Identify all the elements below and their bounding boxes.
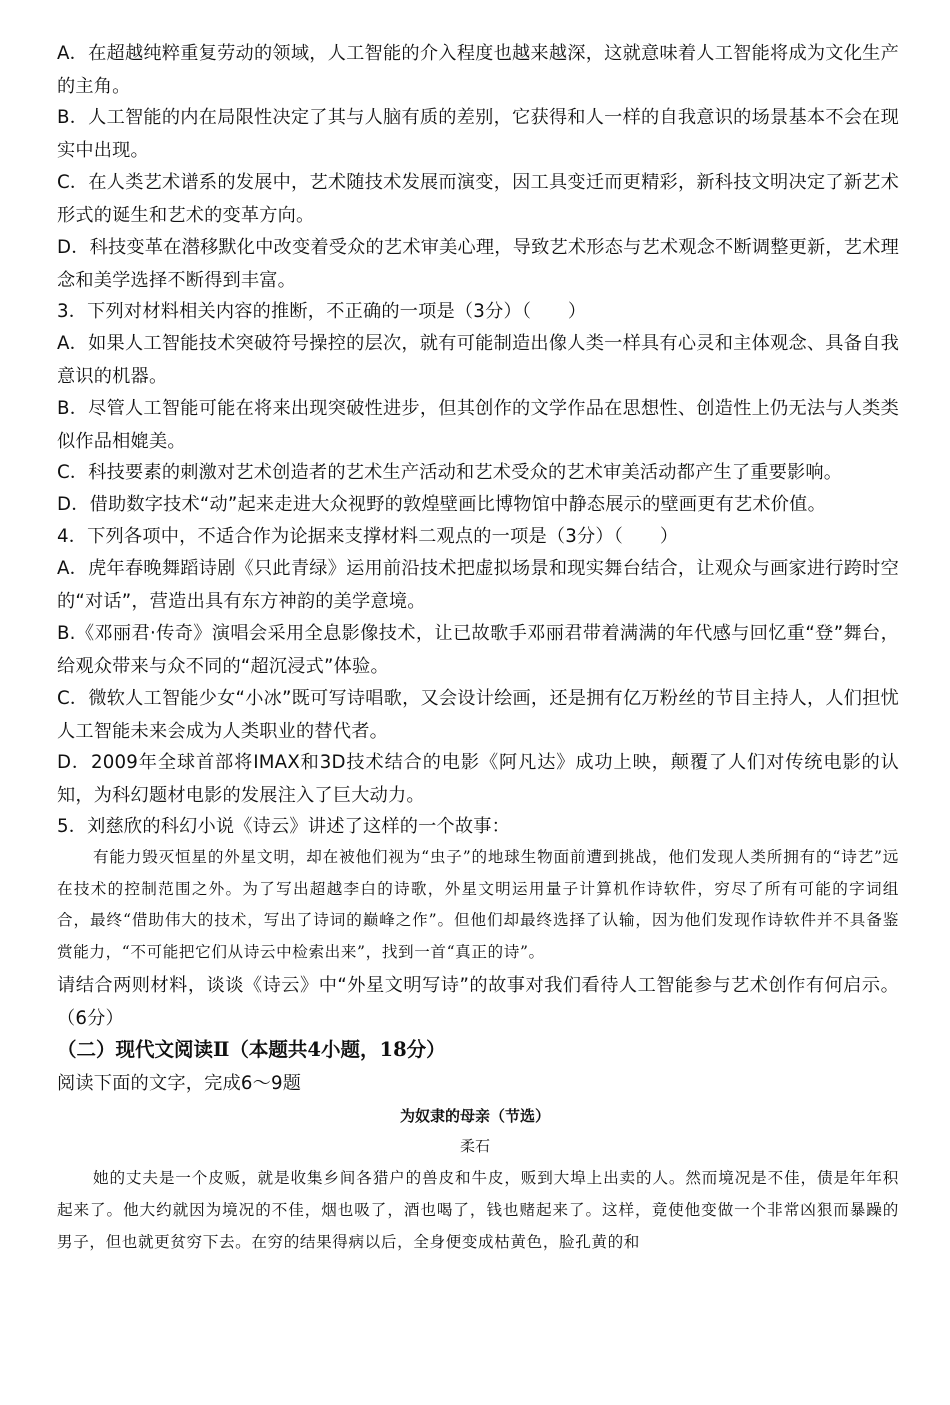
q3-stem: 3．下列对材料相关内容的推断，不正确的一项是（3分）（ ） xyxy=(57,301,587,322)
q3-option-d: D．借助数字技术“动”起来走进大众视野的敦煌壁画比博物馆中静态展示的壁画更有艺术价值。 xyxy=(57,494,826,515)
q3-option-c: C．科技要素的刺激对艺术创造者的艺术生产活动和艺术受众的艺术审美活动都产生了重要影响。 xyxy=(57,462,843,483)
q4-option-a: A．虎年春晚舞蹈诗剧《只此青绿》运用前沿技术把虚拟场景和现实舞台结合，让观众与画家进行跨时空的“对话”，营造出具有东方神韵的美学意境。 xyxy=(57,558,899,612)
q2-option-b: B．人工智能的内在局限性决定了其与人脑有质的差别，它获得和人一样的自我意识的场景基本不会在现实中出现。 xyxy=(57,107,899,161)
q5-quote: 有能力毁灭恒星的外星文明，却在被他们视为“虫子”的地球生物面前遭到挑战，他们发现人类所拥有的“诗艺”远在技术的控制范围之外。为了写出超越李白的诗歌，外星文明运用量子计算机作诗软件，穷尽了所有可能的字词组合，最终“借助伟大的技术，写出了诗词的巅峰之作”。但他们却最终选择了认输，因为他们发现作诗软件并不具备鉴赏能力，“不可能把它们从诗云中检索出来”，找到一首“真正的诗”。 xyxy=(57,848,899,961)
passage-author: 柔石 xyxy=(459,1137,490,1155)
q3-option-b: B．尽管人工智能可能在将来出现突破性进步，但其创作的文学作品在思想性、创造性上仍无法与人类类似作品相媲美。 xyxy=(57,398,899,452)
passage-body: 她的丈夫是一个皮贩，就是收集乡间各猎户的兽皮和牛皮，贩到大埠上出卖的人。然而境况是不佳，债是年年积起来了。他大约就因为境况的不佳，烟也吸了，酒也喝了，钱也赌起来了。这样，竟使他变做一个非常凶狠而暴躁的男子，但也就更贫穷下去。在穷的结果得病以后，全身便变成枯黄色，脸孔黄的和 xyxy=(57,1169,899,1251)
section-heading: （二）现代文阅读Ⅱ（本题共4小题，18分） xyxy=(57,1038,446,1061)
q3-option-a: A．如果人工智能技术突破符号操控的层次，就有可能制造出像人类一样具有心灵和主体观念、具备自我意识的机器。 xyxy=(57,333,899,387)
section-instruction: 阅读下面的文字，完成6～9题 xyxy=(57,1073,302,1094)
q2-option-a: A．在超越纯粹重复劳动的领域，人工智能的介入程度也越来越深，这就意味着人工智能将成为文化生产的主角。 xyxy=(57,43,899,97)
q4-option-c: C．微软人工智能少女“小冰”既可写诗唱歌，又会设计绘画，还是拥有亿万粉丝的节目主持人，人们担忧人工智能未来会成为人类职业的替代者。 xyxy=(57,688,899,742)
passage-title: 为奴隶的母亲（节选） xyxy=(399,1107,550,1125)
q4-stem: 4．下列各项中，不适合作为论据来支撑材料二观点的一项是（3分）（ ） xyxy=(57,526,679,547)
q4-option-d: D．2009年全球首部将IMAX和3D技术结合的电影《阿凡达》成功上映，颠覆了人们对传统电影的认知，为科幻题材电影的发展注入了巨大动力。 xyxy=(57,752,899,806)
q2-option-c: C．在人类艺术谱系的发展中，艺术随技术发展而演变，因工具变迁而更精彩，新科技文明决定了新艺术形式的诞生和艺术的变革方向。 xyxy=(57,172,899,226)
q5-question: 请结合两则材料，谈谈《诗云》中“外星文明写诗”的故事对我们看待人工智能参与艺术创作有何启示。（6分） xyxy=(57,975,899,1029)
q2-option-d: D．科技变革在潜移默化中改变着受众的艺术审美心理，导致艺术形态与艺术观念不断调整更新，艺术理念和美学选择不断得到丰富。 xyxy=(57,237,899,291)
q4-option-b: B.《邓丽君·传奇》演唱会采用全息影像技术，让已故歌手邓丽君带着满满的年代感与回忆重“登”舞台，给观众带来与众不同的“超沉浸式”体验。 xyxy=(57,623,899,677)
q5-stem: 5．刘慈欣的科幻小说《诗云》讲述了这样的一个故事： xyxy=(57,816,511,837)
